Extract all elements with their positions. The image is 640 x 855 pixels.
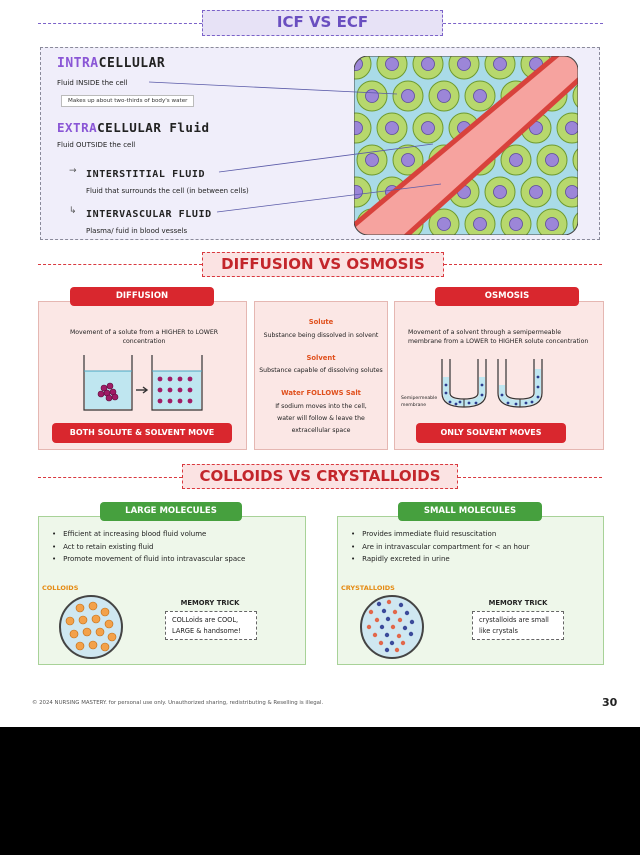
colloids-label: COLLOIDS — [42, 584, 79, 592]
crystalloid-particle-icon — [387, 600, 391, 604]
interstitial-definition: Fluid that surrounds the cell (in between cells) — [86, 187, 249, 195]
large-molecules-label: LARGE MOLECULES — [100, 502, 242, 521]
section-rule-left — [38, 23, 202, 24]
crystalloids-bullet-list — [351, 528, 601, 566]
diffusion-beakers-illustration — [80, 352, 210, 414]
section-title-icf-ecf: ICF VS ECF — [202, 10, 443, 36]
crystalloids-memory-box: crystalloids are small like crystals — [472, 611, 564, 640]
interstitial-arrow-icon: → — [69, 166, 77, 176]
colloids-memory-title: MEMORY TRICK — [180, 599, 240, 607]
osmosis-u-tubes-illustration — [436, 355, 550, 411]
diffusion-label: DIFFUSION — [70, 287, 214, 306]
colloids-bullet-list — [52, 528, 302, 566]
diffusion-definition: Movement of a solute from a HIGHER to LOWER concentration — [69, 329, 219, 345]
water-follows-salt-heading: Water FOLLOWS Salt — [281, 389, 361, 397]
crystalloids-particle-illustration — [357, 592, 427, 662]
crystalloid-particle-icon — [382, 609, 386, 613]
intracellular-prefix: INTRA — [57, 56, 99, 71]
intracellular-note: Makes up about two-thirds of body's water — [61, 95, 194, 107]
copyright-footer: © 2024 NURSING MASTERY. for personal use only. Unauthorized sharing, redistributing & Reselling is illegal. — [32, 700, 324, 706]
osmosis-definition: Movement of a solvent through a semipermeable membrane from a LOWER to HIGHER solute concentration — [408, 329, 589, 345]
osmosis-footer-badge: ONLY SOLVENT MOVES — [416, 423, 566, 443]
diffusion-footer-badge: BOTH SOLUTE & SOLVENT MOVE — [52, 423, 232, 443]
pointer-lines — [41, 48, 601, 241]
intravascular-title: INTERVASCULAR FLUID — [86, 209, 212, 220]
crystalloids-memory-title: MEMORY TRICK — [488, 599, 548, 607]
list-item: • Are in intravascular compartment for < an hour — [351, 541, 601, 554]
crystalloid-particle-icon — [386, 617, 390, 621]
crystalloid-particle-icon — [409, 632, 413, 636]
list-item: • Provides immediate fluid resuscitation — [351, 528, 601, 541]
crystalloid-particle-icon — [405, 611, 409, 615]
section-rule-right — [443, 23, 603, 24]
list-item: • Efficient at increasing blood fluid volume — [52, 528, 302, 541]
crystalloid-particle-icon — [395, 648, 399, 652]
extracellular-definition: Fluid OUTSIDE the cell — [57, 141, 136, 149]
page-number: 30 — [602, 696, 618, 709]
section-rule-left — [38, 477, 182, 478]
semipermeable-membrane-label: Semipermeable membrane — [401, 396, 438, 408]
list-item: • Promote movement of fluid into intravascular space — [52, 553, 302, 566]
crystalloid-particle-icon — [377, 602, 381, 606]
crystalloids-label: CRYSTALLOIDS — [341, 584, 395, 592]
solvent-heading: Solvent — [306, 354, 336, 362]
section-rule-left — [38, 264, 202, 265]
section-rule-right — [444, 264, 602, 265]
small-molecules-label: SMALL MOLECULES — [398, 502, 542, 521]
crystalloid-particle-icon — [379, 641, 383, 645]
intravascular-definition: Plasma/ fuid in blood vessels — [86, 227, 188, 235]
extracellular-rest: CELLULAR Fluid — [97, 120, 210, 135]
crystalloid-particle-icon — [373, 633, 377, 637]
solvent-definition: Substance capable of dissolving solutes — [259, 367, 383, 374]
crystalloid-particle-icon — [403, 626, 407, 630]
crystalloid-particle-icon — [390, 641, 394, 645]
crystalloid-particle-icon — [399, 603, 403, 607]
intracellular-definition: Fluid INSIDE the cell — [57, 79, 128, 87]
crystalloid-particle-icon — [410, 620, 414, 624]
crystalloid-particle-icon — [367, 625, 371, 629]
icf-ecf-panel — [40, 47, 600, 240]
intravascular-arrow-icon: ↳ — [69, 206, 77, 216]
osmosis-label: OSMOSIS — [435, 287, 579, 306]
crystalloid-particle-icon — [401, 641, 405, 645]
crystalloid-particle-icon — [397, 634, 401, 638]
crystalloid-particle-icon — [398, 618, 402, 622]
crystalloid-particle-icon — [369, 610, 373, 614]
list-item: • Rapidly excreted in urine — [351, 553, 601, 566]
section-rule-right — [458, 477, 602, 478]
section-title-diffusion-osmosis: DIFFUSION VS OSMOSIS — [202, 252, 444, 277]
solute-definition: Substance being dissolved in solvent — [263, 332, 379, 339]
colloids-particle-illustration — [56, 592, 126, 662]
crystalloid-particle-icon — [385, 633, 389, 637]
crystalloid-particle-icon — [380, 625, 384, 629]
crystalloid-particle-icon — [385, 648, 389, 652]
crystalloid-particle-icon — [391, 625, 395, 629]
interstitial-title: INTERSTITIAL FLUID — [86, 169, 206, 180]
section-title-colloids-crystalloids: COLLOIDS VS CRYSTALLOIDS — [182, 464, 458, 489]
crystalloid-particle-icon — [393, 610, 397, 614]
crystalloid-particle-icon — [375, 618, 379, 622]
extracellular-prefix: EXTRA — [57, 120, 98, 135]
water-follows-salt-definition: If sodium moves into the cell, water will follow & leave the extracellular space — [275, 403, 367, 434]
colloids-memory-box: COLLoids are COOL, LARGE & handsome! — [165, 611, 257, 640]
intracellular-rest: CELLULAR — [98, 56, 166, 71]
solute-heading: Solute — [308, 318, 334, 326]
list-item: • Act to retain existing fluid — [52, 541, 302, 554]
